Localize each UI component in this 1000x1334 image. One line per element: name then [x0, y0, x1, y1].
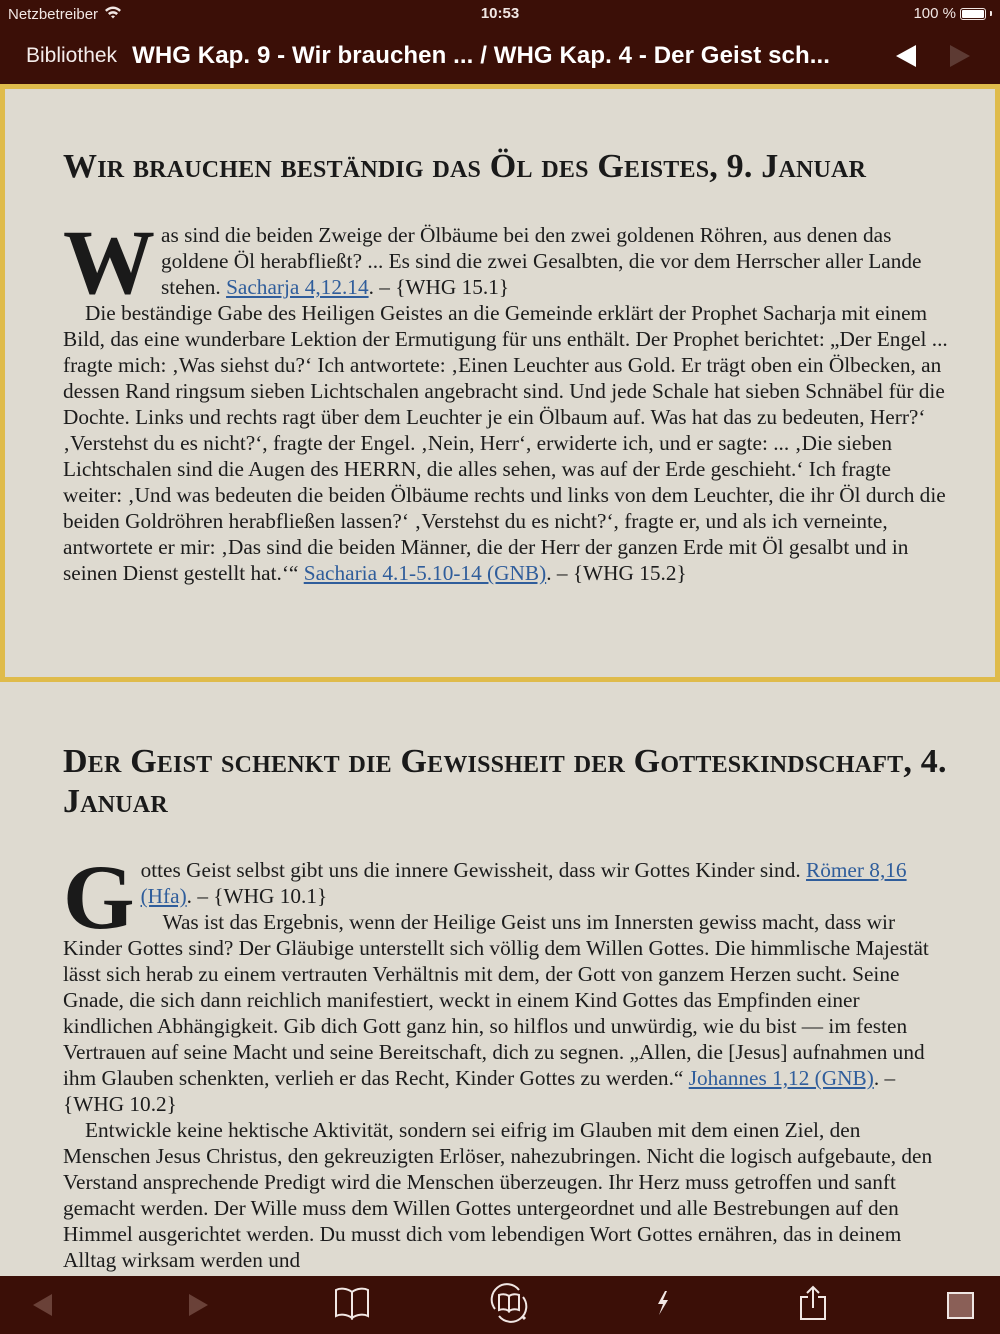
paragraph-text: Die beständige Gabe des Heiligen Geistes an die Gemeinde erklärt der Prophet Sacharja mit einem Bild, das eine wunderbare Lektion der Ermutigung für uns enthält. Der Prophet berichtet: „Der Engel ... fragte mich: ‚Was siehst du?‘ Ich antwortete: ‚Einen Leuchter aus Gold. Er trägt oben ein Ölbecken, an dessen Rand ringsum sieben Lichtschalen angebracht sind. Und jede Schale hat sieben Schnäbel für die Dochte. Links und rechts ragt über dem Leuchter je ein Ölbaum auf. Was hat das zu bedeuten, Herr?‘ ‚Verstehst du es nicht?‘, fragte der Engel. ‚Nein, Herr‘, erwiderte ich, und er sagte: ... ‚Die sieben Lichtschalen sind die Augen des HERRN, die alles sehen, was auf der Erde geschieht.‘ Ich fragte weiter: ‚Und was bedeuten die beiden Ölbäume rechts und links von dem Leuchter, die ihr Öl durch die beiden Goldröhren herabfließen lassen?‘ ‚Verstehst du es nicht?‘, fragte er, und als ich verneinte, antwortete er mir: ‚Das sind die beiden Männer, die der Herr der ganzen Erde mit Öl gesalbt und in seinen Dienst gestellt hat.‘“ — [63, 301, 948, 585]
reading-pane-bottom[interactable] — [0, 682, 1000, 1276]
intro-paragraph — [63, 846, 953, 948]
share-icon — [799, 1285, 827, 1326]
triangle-left-icon[interactable] — [896, 45, 916, 67]
source-ref: . – {WHG 15.1} — [368, 275, 510, 299]
intro-text: as sind die beiden Zweige der Ölbäume bei den zwei goldenen Röhren, aus denen das goldene Öl herabfließt? ... Es sind die zwei Gesalbten, die vor dem Herrscher aller Lande stehen. — [161, 223, 922, 299]
flash-icon — [655, 1290, 671, 1321]
paragraph — [63, 1117, 953, 1273]
intro-text: ottes Geist selbst gibt uns die innere Gewissheit, dass wir Gottes Kinder sind. — [140, 858, 807, 882]
intro-paragraph — [63, 211, 953, 313]
flash-button[interactable] — [648, 1276, 678, 1334]
sync-book-icon — [489, 1283, 529, 1328]
drop-cap: G — [63, 846, 135, 948]
drop-cap: W — [63, 211, 155, 313]
color-button[interactable] — [940, 1276, 980, 1334]
book-icon — [334, 1286, 370, 1325]
library-back-button[interactable]: Bibliothek — [26, 44, 118, 67]
chapter-body — [63, 211, 953, 586]
chapter-heading: Der Geist schenkt die Gewissheit der Gotteskindschaft, 4. Januar — [63, 743, 947, 820]
back-button[interactable] — [22, 1276, 62, 1334]
battery-icon — [960, 8, 986, 20]
source-ref: . – {WHG 10.1} — [186, 884, 328, 908]
sync-book-button[interactable] — [486, 1276, 532, 1334]
bible-reference-link[interactable]: Sacharja 4,12.14 — [226, 275, 369, 299]
chapter-heading: Wir brauchen beständig das Öl des Geistes, 9. Januar — [63, 148, 867, 185]
source-ref: . – {WHG 15.2} — [546, 561, 687, 585]
forward-button[interactable] — [178, 1276, 218, 1334]
share-button[interactable] — [794, 1276, 832, 1334]
carrier-label: Netzbetreiber — [8, 5, 99, 23]
triangle-right-icon[interactable] — [950, 45, 970, 67]
clock: 10:53 — [480, 5, 520, 22]
nav-title: WHG Kap. 9 - Wir brauchen ... / WHG Kap. 4 - Der Geist sch... — [132, 42, 831, 69]
library-button[interactable] — [330, 1276, 374, 1334]
forward-arrow-icon — [189, 1294, 208, 1316]
paragraph-text: Was ist das Ergebnis, wenn der Heilige Geist uns im Innersten gewiss macht, dass wir Kinder Gottes sind? Der Gläubige unterstellt sich völlig dem Willen Gottes. Die himmlische Majestät lässt sich herab zu einem vertrauten Verhältnis mit dem, der Gott von ganzem Herzen sucht. Seine Gnade, die sich dann reichlich manifestiert, weckt in einem Kind Gottes das Empfinden einer kindlichen Abhängigkeit. Gib dich Gott ganz hin, so hilflos und unwürdig, wie du bist — im festen Vertrauen auf seine Macht und seine Bereitschaft, dich zu segnen. „Allen, die [Jesus] aufnahmen und ihm Glauben schenkten, verlieh er das Recht, Kinder Gottes zu werden.“ — [63, 910, 929, 1090]
bible-reference-link[interactable]: Johannes 1,12 (GNB) — [688, 1066, 874, 1090]
reading-pane-top[interactable] — [0, 84, 1000, 682]
status-bar — [0, 0, 1000, 28]
chapter-content — [63, 147, 953, 586]
bible-reference-link[interactable]: Römer 8,16 (Hfa) — [140, 858, 907, 908]
back-arrow-icon — [33, 1294, 52, 1316]
chapter-content — [63, 742, 953, 1273]
chapter-body — [63, 846, 953, 1273]
battery-label: 100 % — [913, 5, 956, 22]
paragraph — [63, 909, 953, 1117]
source-ref: . – {WHG 10.2} — [63, 1066, 896, 1116]
nav-bar — [0, 28, 1000, 84]
paragraph — [63, 300, 953, 586]
battery-group — [913, 5, 992, 22]
bottom-toolbar — [0, 1276, 1000, 1334]
color-square-icon — [947, 1292, 974, 1319]
paragraph-text: Entwickle keine hektische Aktivität, sondern sei eifrig im Glauben mit dem einen Ziel, den Menschen Jesus Christus, den gekreuzigten Erlöser, nahezubringen. Nicht die logisch aufgebaute, den Verstand ansprechende Predigt wird die Menschen überzeugen. Ihr Herz muss getroffen und sanft gemacht werden. Der Wille muss dem Willen Gottes untergeordnet und alle Bestrebungen auf den Himmel ausgerichtet werden. Du musst dich vom lebendigen Wort Gottes ernähren, das in deinem Alltag wirksam werden und — [63, 1118, 933, 1272]
bible-reference-link[interactable]: Sacharia 4.1-5.10-14 (GNB) — [303, 561, 547, 585]
battery-tip — [990, 11, 992, 16]
